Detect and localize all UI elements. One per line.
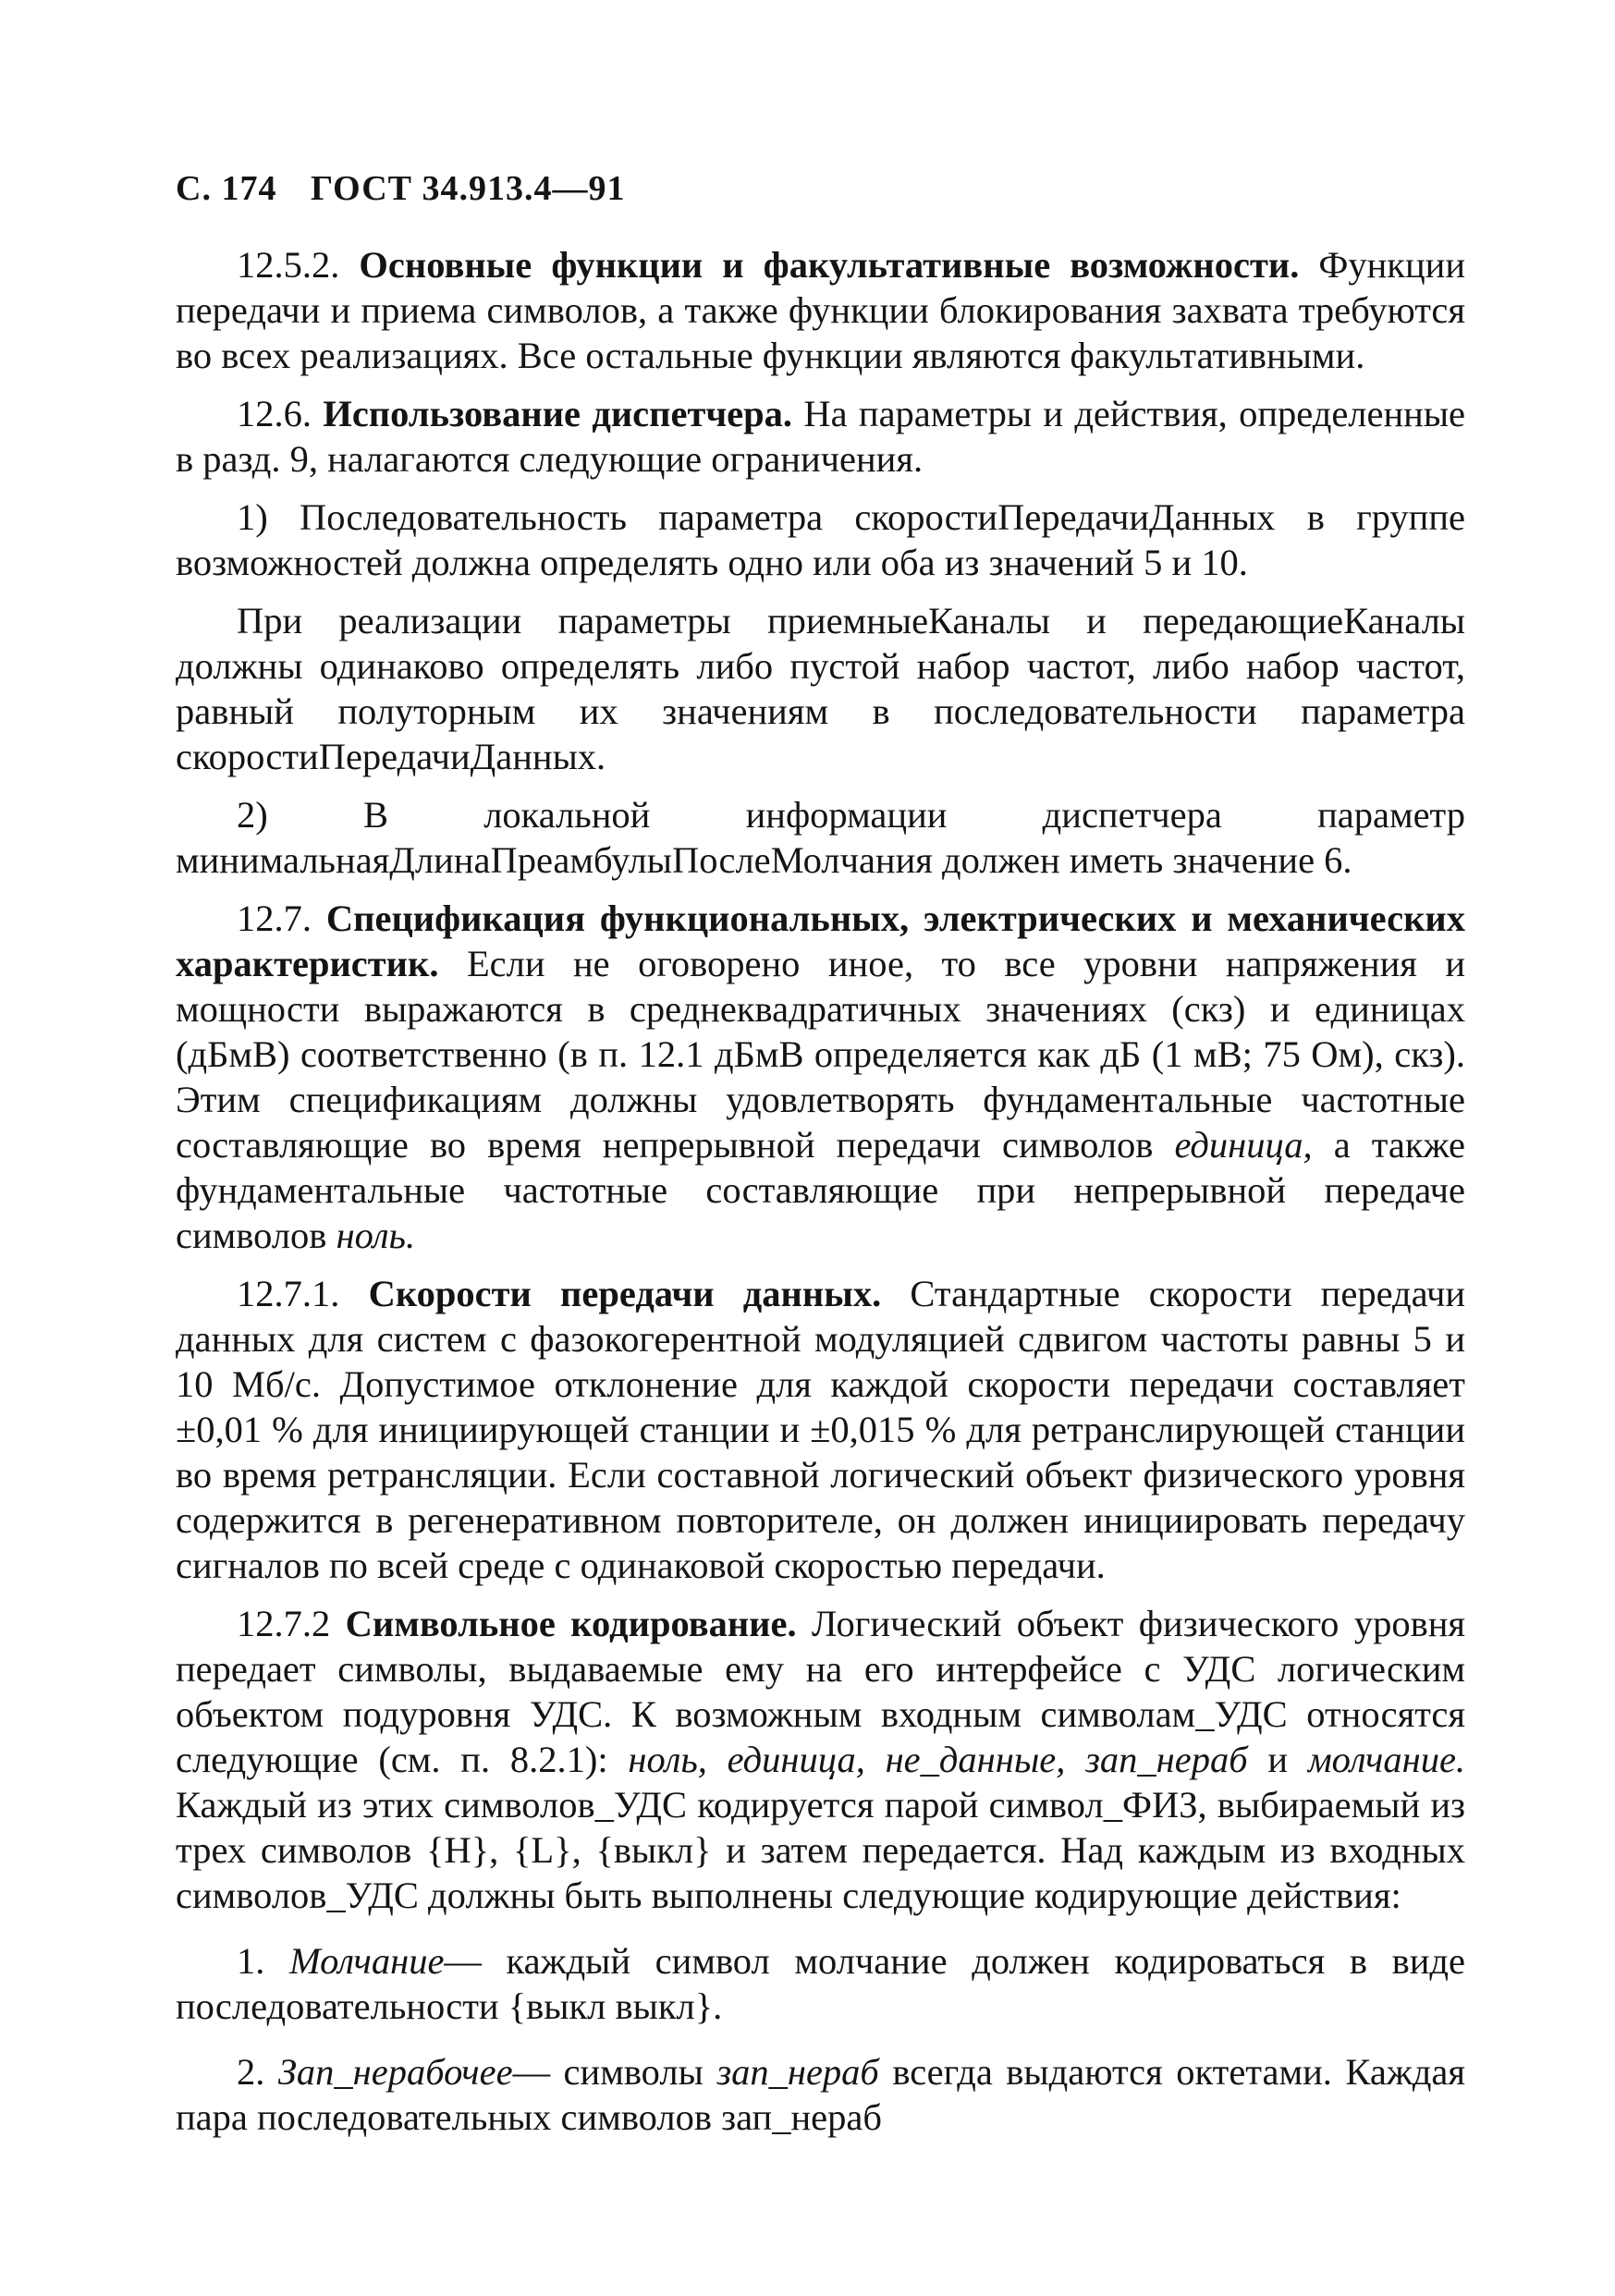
clause-heading: Использование диспетчера. bbox=[323, 393, 793, 434]
clause-text: Если не оговорено иное, то все уровни напряжения и мощности выражаются в среднеквадратичных значениях (скз) и единицах (дБмВ) соответственно (в п. 12.1 дБмВ определяется как дБ (1 мВ; 75 Ом), скз). Этим спецификациям должны удовлетворять фундаментальные частотные составляющие во время непрерывной передачи символов bbox=[176, 943, 1466, 1166]
rule-number: 2. bbox=[237, 2051, 265, 2093]
clause-text: Каждый из этих символов_УДС кодируется парой символ_ФИЗ, выбираемый из трех символов {H}, {L}, {выкл} и затем передается. Над каждым из входных символов_УДС должны быть выполнены следующие кодирующие действия: bbox=[176, 1784, 1465, 1916]
clause-text: Функции передачи и приема символов, а также функции блокирования захвата требуются во всех реализациях. Все остальные функции являются факультативными. bbox=[176, 244, 1466, 376]
clause-text: Стандартные скорости передачи данных для систем с фазокогерентной модуляцией сдвигом частоты равны 5 и 10 Мб/с. Допустимое отклонение для каждой скорости передачи составляет ±0,01 % для инициирующей станции и ±0,015 % для ретранслирующей станции во время ретрансляции. Если составной логический объект физического уровня содержится в регенеративном повторителе, он должен инициировать передачу сигналов по всей среде с одинаковой скоростью передачи. bbox=[176, 1273, 1466, 1586]
paragraph-12-7-2 bbox=[176, 1601, 1465, 1918]
paragraph-12-7-1 bbox=[176, 1271, 1465, 1588]
clause-heading: Символьное кодирование. bbox=[345, 1603, 797, 1644]
rule-text: — символы bbox=[512, 2051, 704, 2093]
rule-text: всегда выдаются октетами. Каждая пара последовательных символов зап_нераб bbox=[176, 2051, 1466, 2138]
italic-term: зап_нераб bbox=[716, 2051, 879, 2093]
clause-number: 12.7.1. bbox=[237, 1273, 340, 1314]
paragraph-12-6 bbox=[176, 391, 1465, 482]
italic-term: Зап_нерабочее bbox=[277, 2051, 513, 2093]
clause-heading: Скорости передачи данных. bbox=[368, 1273, 882, 1314]
rule-text: — каждый символ молчание должен кодироваться в виде последовательности {выкл выкл}. bbox=[176, 1940, 1465, 2027]
paragraph-coding-rule-2 bbox=[176, 2049, 1465, 2140]
document-body bbox=[176, 242, 1465, 2140]
paragraph-12-5-2 bbox=[176, 242, 1465, 378]
paragraph-12-7 bbox=[176, 896, 1465, 1258]
page-number: С. 174 bbox=[176, 169, 277, 208]
italic-term: ноль. bbox=[336, 1215, 416, 1256]
standard-designation: ГОСТ 34.913.4—91 bbox=[310, 169, 626, 208]
paragraph-list-item-1 bbox=[176, 495, 1465, 585]
clause-number: 12.5.2. bbox=[237, 244, 340, 286]
italic-term: единица, bbox=[1174, 1124, 1313, 1166]
clause-number: 12.7.2 bbox=[237, 1603, 331, 1644]
rule-number: 1. bbox=[237, 1940, 265, 1982]
paragraph-coding-rule-1 bbox=[176, 1938, 1465, 2029]
clause-number: 12.6. bbox=[237, 393, 312, 434]
clause-heading: Спецификация функциональных, электрических и механических характеристик. bbox=[176, 898, 1466, 984]
paragraph-text: 1) Последовательность параметра скоростиПередачиДанных в группе возможностей должна определять одно или оба из значений 5 и 10. bbox=[176, 496, 1465, 583]
clause-number: 12.7. bbox=[237, 898, 312, 939]
page-header bbox=[176, 168, 650, 209]
clause-text: а также фундаментальные частотные составляющие при непрерывной передаче символов bbox=[176, 1124, 1466, 1256]
italic-term: молчание. bbox=[1307, 1739, 1466, 1780]
clause-heading: Основные функции и факультативные возможности. bbox=[359, 244, 1300, 286]
paragraph-text: 2) В локальной информации диспетчера параметр минимальнаяДлинаПреамбулыПослеМолчания должен иметь значение 6. bbox=[176, 794, 1465, 881]
paragraph-list-item-2 bbox=[176, 792, 1465, 883]
clause-text: На параметры и действия, определенные в разд. 9, налагаются следующие ограничения. bbox=[176, 393, 1466, 480]
clause-text: Логический объект физического уровня передает символы, выдаваемые ему на его интерфейсе с УДС логическим объектом подуровня УДС. К возможным входным символам_УДС относятся следующие (см. п. 8.2.1): bbox=[176, 1603, 1465, 1780]
paragraph-text: При реализации параметры приемныеКаналы и передающиеКаналы должны одинаково определять либо пустой набор частот, либо набор частот, равный полуторным их значениям в последовательности параметра скоростиПередачиДанных. bbox=[176, 600, 1465, 777]
paragraph-implementation bbox=[176, 598, 1465, 779]
italic-term: Молчание bbox=[289, 1940, 445, 1982]
clause-text: и bbox=[1267, 1739, 1289, 1780]
italic-term: ноль, единица, не_данные, зап_нераб bbox=[628, 1739, 1248, 1780]
